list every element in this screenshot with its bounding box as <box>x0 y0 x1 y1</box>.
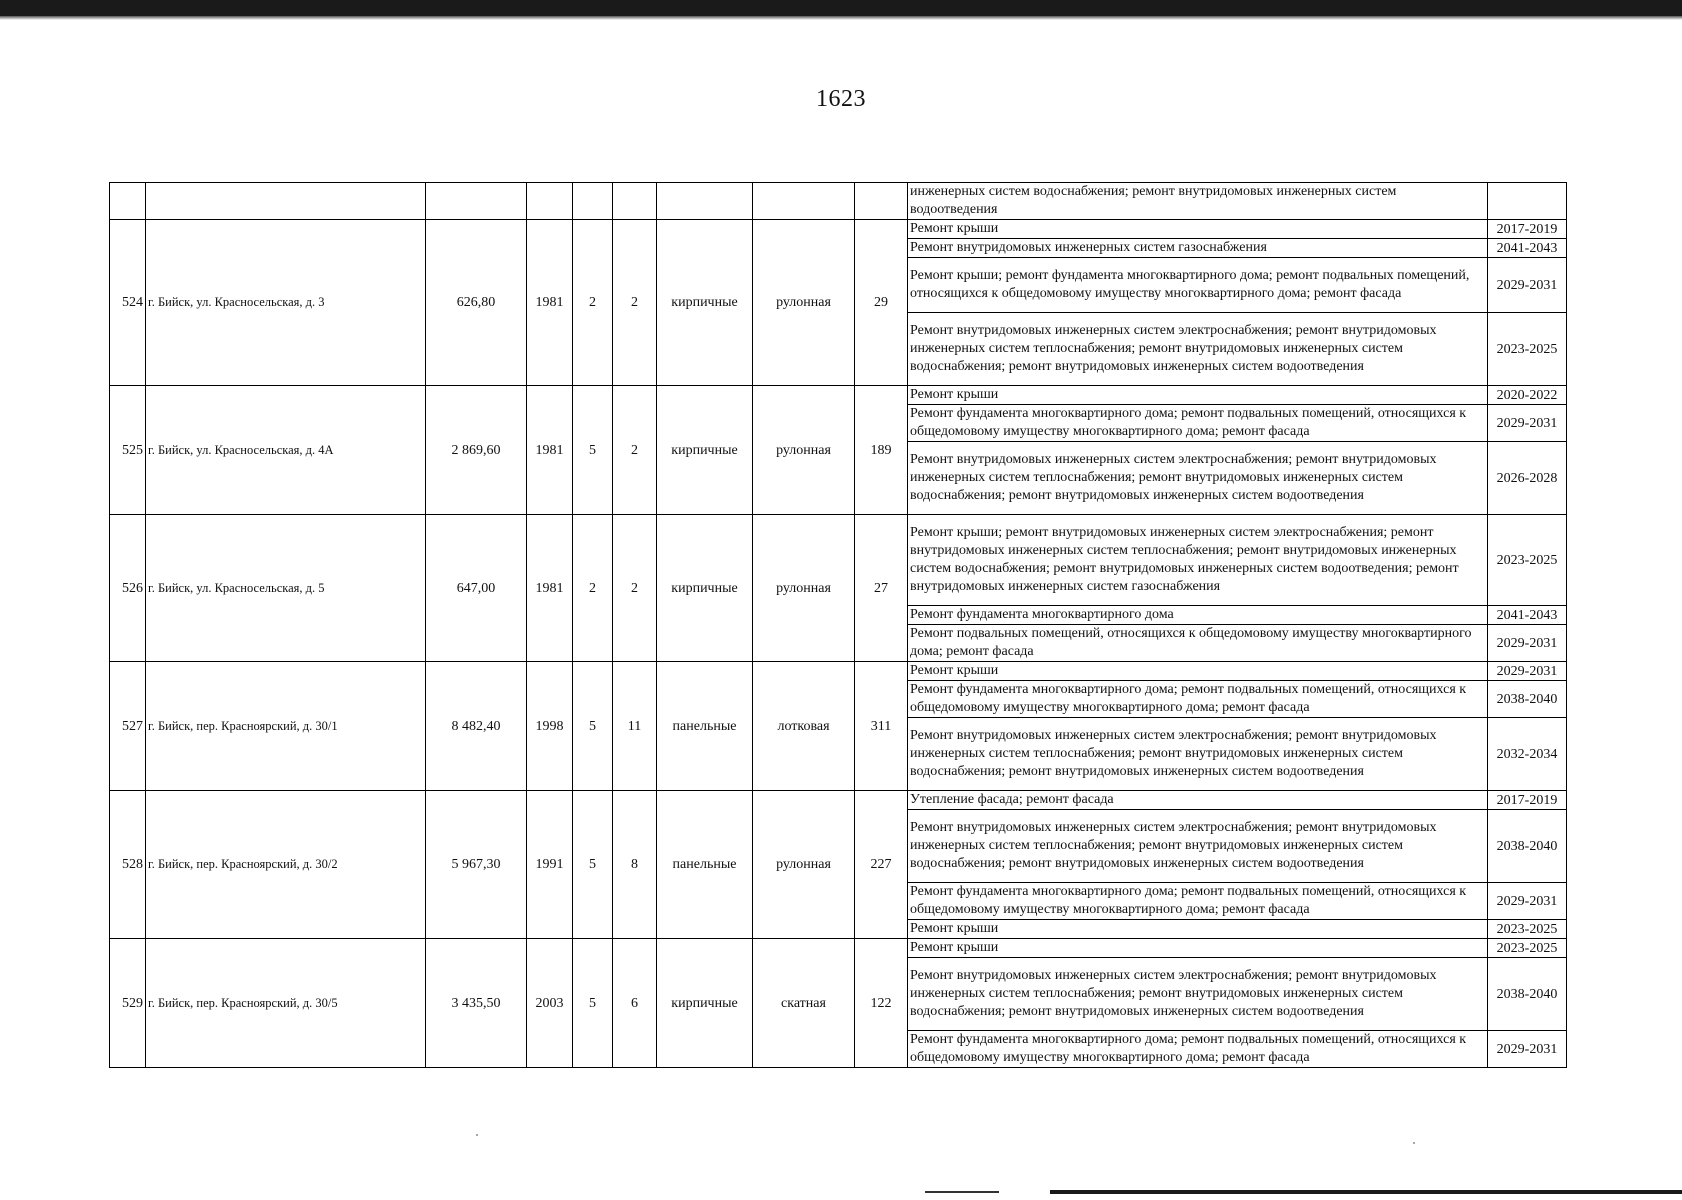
construction-year: 2003 <box>527 939 573 1068</box>
work-description: Ремонт фундамента многоквартирного дома; ремонт подвальных помещений, относящихся к общедомовому имуществу многоквартирного дома; ремонт фасада <box>908 405 1488 442</box>
scan-speck <box>476 1134 478 1136</box>
work-period: 2026-2028 <box>1488 442 1567 515</box>
floor-count: 5 <box>573 662 613 791</box>
table-row <box>110 220 1567 239</box>
work-description: Ремонт крыши <box>908 220 1488 239</box>
work-description: Ремонт подвальных помещений, относящихся к общедомовому имуществу многоквартирного дома; ремонт фасада <box>908 625 1488 662</box>
work-period: 2023-2025 <box>1488 939 1567 958</box>
empty-cell <box>657 183 753 220</box>
work-description: Ремонт крыши; ремонт фундамента многоквартирного дома; ремонт подвальных помещений, относящихся к общедомовому имуществу многоквартирного дома; ремонт фасада <box>908 258 1488 313</box>
building-address: г. Бийск, пер. Красноярский, д. 30/2 <box>146 791 426 939</box>
work-period: 2038-2040 <box>1488 958 1567 1031</box>
wall-material: кирпичные <box>657 220 753 386</box>
page-number: 1623 <box>816 86 866 112</box>
scan-edge-bar <box>0 0 1682 16</box>
record-number: 524 <box>110 220 146 386</box>
work-period: 2041-2043 <box>1488 239 1567 258</box>
building-address: г. Бийск, пер. Красноярский, д. 30/1 <box>146 662 426 791</box>
roof-type: лотковая <box>753 662 855 791</box>
resident-count: 189 <box>855 386 908 515</box>
work-period: 2029-2031 <box>1488 883 1567 920</box>
work-period <box>1488 183 1567 220</box>
work-period: 2029-2031 <box>1488 1031 1567 1068</box>
work-description: Ремонт фундамента многоквартирного дома <box>908 606 1488 625</box>
work-description: инженерных систем водоснабжения; ремонт внутридомовых инженерных систем водоотведения <box>908 183 1488 220</box>
work-period: 2023-2025 <box>1488 313 1567 386</box>
construction-year: 1981 <box>527 515 573 662</box>
scan-speck <box>1413 1142 1415 1144</box>
empty-cell <box>573 183 613 220</box>
roof-type: рулонная <box>753 791 855 939</box>
building-area: 5 967,30 <box>426 791 527 939</box>
table-row-continuation <box>110 183 1567 220</box>
work-description: Ремонт внутридомовых инженерных систем электроснабжения; ремонт внутридомовых инженерных систем теплоснабжения; ремонт внутридомовых инженерных систем водоснабжения; ремонт внутридомовых инженерных систем водоотведения <box>908 810 1488 883</box>
entrance-count: 8 <box>613 791 657 939</box>
building-address: г. Бийск, ул. Красносельская, д. 3 <box>146 220 426 386</box>
floor-count: 5 <box>573 386 613 515</box>
work-period: 2029-2031 <box>1488 625 1567 662</box>
wall-material: панельные <box>657 791 753 939</box>
work-description: Ремонт крыши <box>908 386 1488 405</box>
wall-material: кирпичные <box>657 515 753 662</box>
construction-year: 1981 <box>527 386 573 515</box>
work-period: 2017-2019 <box>1488 220 1567 239</box>
work-period: 2038-2040 <box>1488 810 1567 883</box>
work-period: 2041-2043 <box>1488 606 1567 625</box>
resident-count: 227 <box>855 791 908 939</box>
table-row <box>110 515 1567 606</box>
empty-cell <box>527 183 573 220</box>
work-description: Ремонт фундамента многоквартирного дома; ремонт подвальных помещений, относящихся к общедомовому имуществу многоквартирного дома; ремонт фасада <box>908 681 1488 718</box>
floor-count: 5 <box>573 791 613 939</box>
empty-cell <box>426 183 527 220</box>
building-address: г. Бийск, ул. Красносельская, д. 5 <box>146 515 426 662</box>
work-description: Ремонт фундамента многоквартирного дома; ремонт подвальных помещений, относящихся к общедомовому имуществу многоквартирного дома; ремонт фасада <box>908 1031 1488 1068</box>
construction-year: 1981 <box>527 220 573 386</box>
table-row <box>110 662 1567 681</box>
roof-type: рулонная <box>753 386 855 515</box>
record-number: 525 <box>110 386 146 515</box>
work-period: 2020-2022 <box>1488 386 1567 405</box>
record-number: 529 <box>110 939 146 1068</box>
roof-type: рулонная <box>753 220 855 386</box>
roof-type: рулонная <box>753 515 855 662</box>
building-area: 647,00 <box>426 515 527 662</box>
footer-rule-short <box>925 1191 999 1193</box>
work-description: Ремонт крыши <box>908 920 1488 939</box>
building-area: 3 435,50 <box>426 939 527 1068</box>
work-period: 2023-2025 <box>1488 515 1567 606</box>
work-period: 2032-2034 <box>1488 718 1567 791</box>
table-body <box>110 183 1567 1068</box>
table-row <box>110 386 1567 405</box>
work-description: Ремонт крыши; ремонт внутридомовых инженерных систем электроснабжения; ремонт внутридомовых инженерных систем теплоснабжения; ремонт внутридомовых инженерных систем водоснабжения; ремонт внутридомовых инженерных систем водоотведения; ремонт внутридомовых инженерных систем газоснабжения <box>908 515 1488 606</box>
resident-count: 29 <box>855 220 908 386</box>
building-area: 626,80 <box>426 220 527 386</box>
work-period: 2023-2025 <box>1488 920 1567 939</box>
empty-cell <box>110 183 146 220</box>
entrance-count: 2 <box>613 220 657 386</box>
record-number: 528 <box>110 791 146 939</box>
footer-rule-long <box>1050 1190 1682 1194</box>
wall-material: кирпичные <box>657 386 753 515</box>
record-number: 527 <box>110 662 146 791</box>
empty-cell <box>855 183 908 220</box>
building-address: г. Бийск, пер. Красноярский, д. 30/5 <box>146 939 426 1068</box>
building-area: 8 482,40 <box>426 662 527 791</box>
wall-material: кирпичные <box>657 939 753 1068</box>
resident-count: 27 <box>855 515 908 662</box>
work-period: 2038-2040 <box>1488 681 1567 718</box>
table-row <box>110 791 1567 810</box>
work-description: Ремонт внутридомовых инженерных систем газоснабжения <box>908 239 1488 258</box>
record-number: 526 <box>110 515 146 662</box>
entrance-count: 11 <box>613 662 657 791</box>
table-row <box>110 939 1567 958</box>
work-description: Ремонт крыши <box>908 939 1488 958</box>
building-address: г. Бийск, ул. Красносельская, д. 4А <box>146 386 426 515</box>
construction-year: 1991 <box>527 791 573 939</box>
floor-count: 2 <box>573 515 613 662</box>
empty-cell <box>613 183 657 220</box>
work-period: 2029-2031 <box>1488 405 1567 442</box>
work-description: Ремонт внутридомовых инженерных систем электроснабжения; ремонт внутридомовых инженерных систем теплоснабжения; ремонт внутридомовых инженерных систем водоснабжения; ремонт внутридомовых инженерных систем водоотведения <box>908 718 1488 791</box>
entrance-count: 6 <box>613 939 657 1068</box>
entrance-count: 2 <box>613 386 657 515</box>
work-description: Утепление фасада; ремонт фасада <box>908 791 1488 810</box>
work-period: 2029-2031 <box>1488 662 1567 681</box>
empty-cell <box>146 183 426 220</box>
work-description: Ремонт фундамента многоквартирного дома; ремонт подвальных помещений, относящихся к общедомовому имуществу многоквартирного дома; ремонт фасада <box>908 883 1488 920</box>
empty-cell <box>753 183 855 220</box>
work-description: Ремонт внутридомовых инженерных систем электроснабжения; ремонт внутридомовых инженерных систем теплоснабжения; ремонт внутридомовых инженерных систем водоснабжения; ремонт внутридомовых инженерных систем водоотведения <box>908 958 1488 1031</box>
roof-type: скатная <box>753 939 855 1068</box>
repair-program-table <box>109 182 1567 1068</box>
work-description: Ремонт внутридомовых инженерных систем электроснабжения; ремонт внутридомовых инженерных систем теплоснабжения; ремонт внутридомовых инженерных систем водоснабжения; ремонт внутридомовых инженерных систем водоотведения <box>908 442 1488 515</box>
floor-count: 2 <box>573 220 613 386</box>
resident-count: 311 <box>855 662 908 791</box>
work-description: Ремонт внутридомовых инженерных систем электроснабжения; ремонт внутридомовых инженерных систем теплоснабжения; ремонт внутридомовых инженерных систем водоснабжения; ремонт внутридомовых инженерных систем водоотведения <box>908 313 1488 386</box>
work-description: Ремонт крыши <box>908 662 1488 681</box>
construction-year: 1998 <box>527 662 573 791</box>
entrance-count: 2 <box>613 515 657 662</box>
wall-material: панельные <box>657 662 753 791</box>
building-area: 2 869,60 <box>426 386 527 515</box>
floor-count: 5 <box>573 939 613 1068</box>
resident-count: 122 <box>855 939 908 1068</box>
work-period: 2017-2019 <box>1488 791 1567 810</box>
work-period: 2029-2031 <box>1488 258 1567 313</box>
